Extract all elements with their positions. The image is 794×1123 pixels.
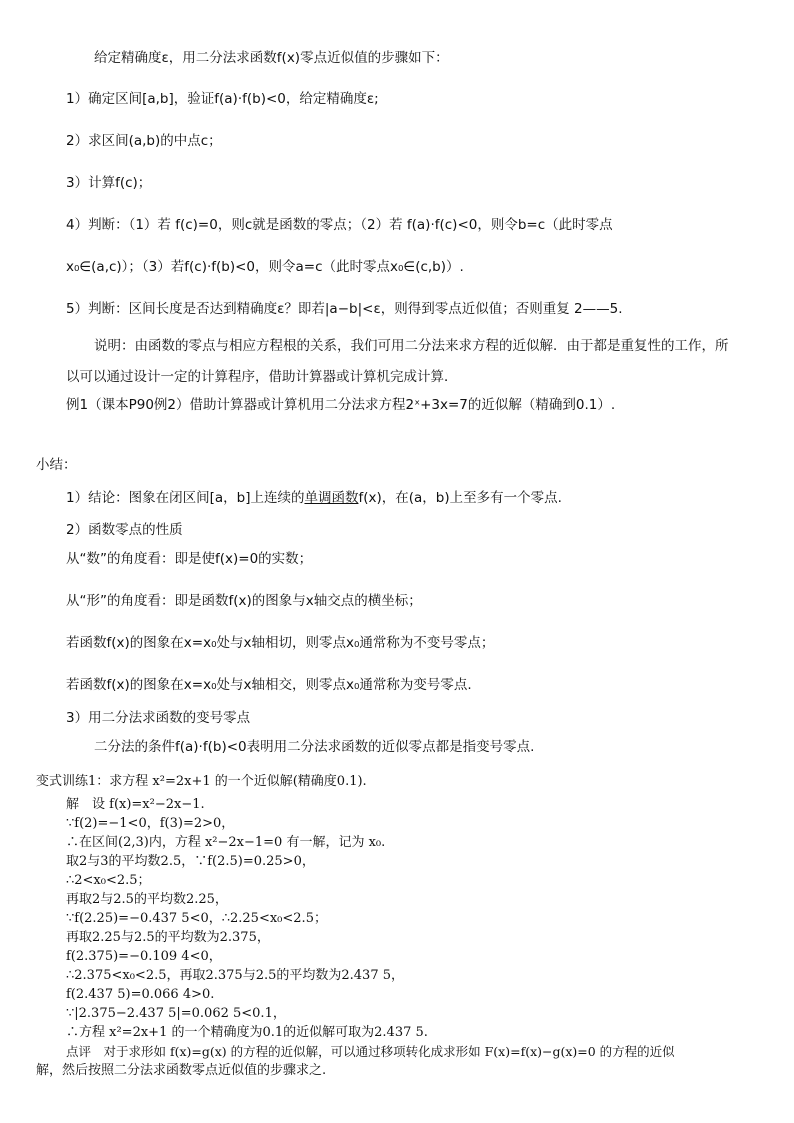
exercise-line: 取2与3的平均数2.5，∵f(2.5)=0.25>0，	[66, 854, 315, 869]
step-4: 4）判断：（1）若 f(c)=0，则c就是函数的零点；（2）若 f(a)·f(c)<0，则令b=c（此时零点	[66, 217, 613, 233]
note-line-2: 以可以通过设计一定的计算程序，借助计算器或计算机完成计算．	[66, 369, 458, 385]
exercise-line: f(2.375)=−0.109 4<0，	[66, 949, 222, 964]
step-3: 3）计算f(c)；	[66, 175, 152, 191]
exercise-title: 变式训练1：求方程 x²=2x+1 的一个近似解(精确度0.1).	[36, 774, 367, 789]
summary-item-1-pre: 1）结论：图象在闭区间[a，b]上连续的	[66, 490, 305, 506]
step-5: 5）判断：区间长度是否达到精确度ε？即若|a−b|<ε，则得到零点近似值；否则重复 2——5.	[66, 301, 623, 317]
summary-item-3: 3）用二分法求函数的变号零点	[66, 710, 251, 726]
exercise-line: 再取2.25与2.5的平均数为2.375，	[66, 930, 270, 945]
note-line-1: 说明：由函数的零点与相应方程根的关系，我们可用二分法来求方程的近似解．由于都是重复性的工作，所	[94, 338, 729, 354]
summary-item-1	[66, 489, 562, 507]
exercise-line: ∴方程 x²=2x+1 的一个精确度为0.1的近似解可取为2.437 5.	[66, 1025, 428, 1040]
exercise-line: ∴2.375<x₀<2.5，再取2.375与2.5的平均数为2.437 5，	[66, 968, 405, 983]
summary-item-3-body: 二分法的条件f(a)·f(b)<0表明用二分法求函数的近似零点都是指变号零点.	[94, 739, 535, 755]
exercise-line: 再取2与2.5的平均数2.25，	[66, 892, 228, 907]
exercise-comment: 点评 对于求形如 f(x)=g(x) 的方程的近似解，可以通过移项转化成求形如 F(x)=f(x)−g(x)=0 的方程的近似	[66, 1044, 675, 1059]
exercise-line: ∵f(2.25)=−0.437 5<0，∴2.25<x₀<2.5；	[66, 911, 327, 926]
summary-title: 小结：	[36, 457, 77, 473]
exercise-line: ∴2<x₀<2.5；	[66, 873, 151, 888]
summary-item-1-post: f(x)，在(a，b)上至多有一个零点.	[358, 490, 562, 506]
summary-num-view: 从“数”的角度看：即是使f(x)=0的实数；	[66, 551, 313, 567]
step-4-cont: x₀∈(a,c)）；（3）若f(c)·f(b)<0，则令a=c（此时零点x₀∈(c,b)）.	[66, 259, 464, 275]
summary-shape-view: 从“形”的角度看：即是函数f(x)的图象与x轴交点的横坐标；	[66, 593, 422, 609]
exercise-line: ∵f(2)=−1<0，f(3)=2>0，	[66, 816, 235, 831]
exercise-line: f(2.437 5)=0.066 4>0.	[66, 987, 215, 1002]
exercise-comment-cont: 解，然后按照二分法求函数零点近似值的步骤求之.	[36, 1063, 327, 1078]
step-1: 1）确定区间[a,b]，验证f(a)·f(b)<0，给定精确度ε;	[66, 91, 379, 107]
exercise-line: ∴在区间(2,3)内，方程 x²−2x−1=0 有一解，记为 x₀.	[66, 835, 386, 850]
summary-cross: 若函数f(x)的图象在x=x₀处与x轴相交，则零点x₀通常称为变号零点.	[66, 677, 472, 693]
exercise-line: ∵|2.375−2.437 5|=0.062 5<0.1，	[66, 1006, 286, 1021]
summary-item-1-underlined: 单调函数	[304, 490, 359, 506]
exercise-line: 解 设 f(x)=x²−2x−1.	[66, 797, 205, 812]
summary-tangent: 若函数f(x)的图象在x=x₀处与x轴相切，则零点x₀通常称为不变号零点；	[66, 635, 495, 651]
example-line: 例1（课本P90例2）借助计算器或计算机用二分法求方程2ˣ+3x=7的近似解（精确到0.1）.	[66, 397, 616, 413]
intro-line: 给定精确度ε，用二分法求函数f(x)零点近似值的步骤如下：	[94, 50, 449, 66]
step-2: 2）求区间(a,b)的中点c；	[66, 133, 222, 149]
summary-item-2: 2）函数零点的性质	[66, 522, 183, 538]
